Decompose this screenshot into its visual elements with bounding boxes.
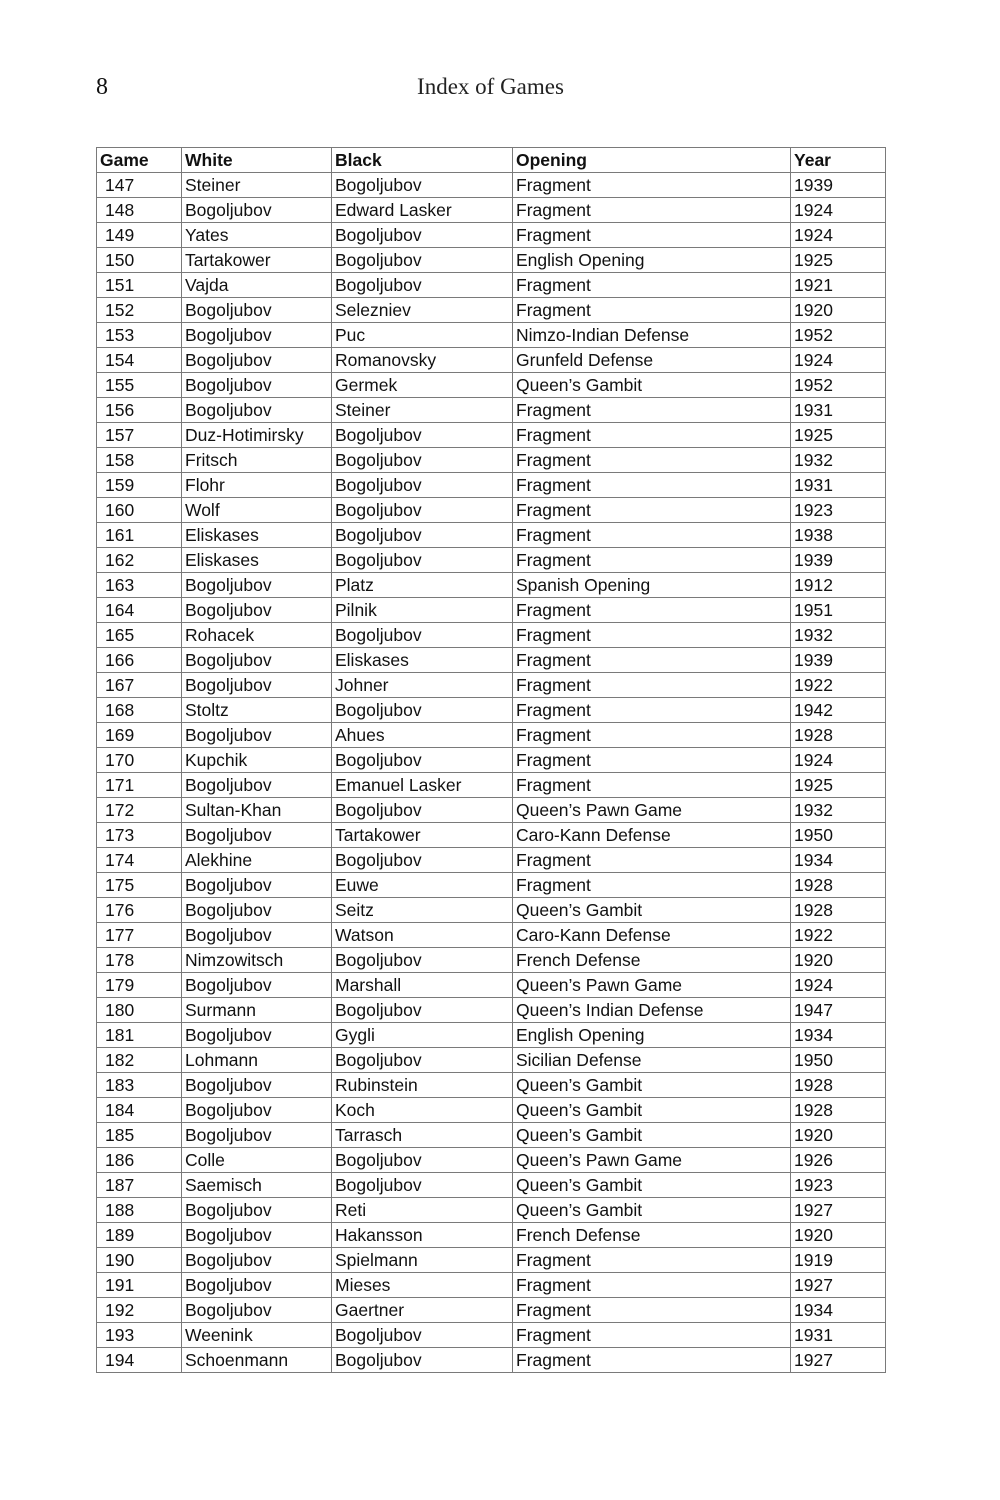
opening-cell: Queen’s Pawn Game (513, 973, 791, 998)
opening-cell: Fragment (513, 1323, 791, 1348)
white-player-cell: Wolf (182, 498, 332, 523)
opening-cell: Fragment (513, 648, 791, 673)
black-player-cell: Koch (332, 1098, 513, 1123)
table-row (97, 548, 886, 573)
table-row (97, 623, 886, 648)
year-cell: 1950 (791, 823, 886, 848)
table-row (97, 348, 886, 373)
white-player-cell: Bogoljubov (182, 598, 332, 623)
year-cell: 1938 (791, 523, 886, 548)
white-player-cell: Bogoljubov (182, 1098, 332, 1123)
white-player-cell: Bogoljubov (182, 648, 332, 673)
black-player-cell: Steiner (332, 398, 513, 423)
table-row (97, 1173, 886, 1198)
games-index-table (96, 147, 886, 1373)
opening-cell: English Opening (513, 248, 791, 273)
game-number-cell: 184 (97, 1098, 182, 1123)
table-row (97, 848, 886, 873)
white-player-cell: Bogoljubov (182, 1123, 332, 1148)
white-player-cell: Bogoljubov (182, 373, 332, 398)
table-row (97, 698, 886, 723)
game-number-cell: 179 (97, 973, 182, 998)
table-row (97, 673, 886, 698)
opening-cell: Spanish Opening (513, 573, 791, 598)
black-player-cell: Bogoljubov (332, 473, 513, 498)
white-player-cell: Flohr (182, 473, 332, 498)
table-row (97, 473, 886, 498)
game-number-cell: 168 (97, 698, 182, 723)
black-player-cell: Gaertner (332, 1298, 513, 1323)
game-number-cell: 149 (97, 223, 182, 248)
table-row (97, 1098, 886, 1123)
year-cell: 1920 (791, 948, 886, 973)
white-player-cell: Bogoljubov (182, 773, 332, 798)
table-row (97, 248, 886, 273)
column-header-year: Year (791, 148, 886, 173)
game-number-cell: 186 (97, 1148, 182, 1173)
opening-cell: Fragment (513, 298, 791, 323)
white-player-cell: Tartakower (182, 248, 332, 273)
opening-cell: Queen’s Gambit (513, 898, 791, 923)
white-player-cell: Colle (182, 1148, 332, 1173)
white-player-cell: Nimzowitsch (182, 948, 332, 973)
white-player-cell: Bogoljubov (182, 1298, 332, 1323)
table-row (97, 398, 886, 423)
opening-cell: Fragment (513, 723, 791, 748)
year-cell: 1931 (791, 398, 886, 423)
game-number-cell: 161 (97, 523, 182, 548)
white-player-cell: Bogoljubov (182, 898, 332, 923)
opening-cell: Fragment (513, 673, 791, 698)
white-player-cell: Bogoljubov (182, 1073, 332, 1098)
opening-cell: Queen’s Gambit (513, 1198, 791, 1223)
year-cell: 1942 (791, 698, 886, 723)
game-number-cell: 182 (97, 1048, 182, 1073)
white-player-cell: Eliskases (182, 523, 332, 548)
year-cell: 1947 (791, 998, 886, 1023)
game-number-cell: 174 (97, 848, 182, 873)
white-player-cell: Steiner (182, 173, 332, 198)
year-cell: 1927 (791, 1198, 886, 1223)
game-number-cell: 170 (97, 748, 182, 773)
game-number-cell: 158 (97, 448, 182, 473)
year-cell: 1924 (791, 223, 886, 248)
opening-cell: English Opening (513, 1023, 791, 1048)
opening-cell: Fragment (513, 748, 791, 773)
opening-cell: Fragment (513, 773, 791, 798)
black-player-cell: Bogoljubov (332, 273, 513, 298)
white-player-cell: Sultan-Khan (182, 798, 332, 823)
year-cell: 1928 (791, 873, 886, 898)
black-player-cell: Bogoljubov (332, 423, 513, 448)
year-cell: 1924 (791, 348, 886, 373)
black-player-cell: Marshall (332, 973, 513, 998)
opening-cell: Fragment (513, 173, 791, 198)
opening-cell: Sicilian Defense (513, 1048, 791, 1073)
table-row (97, 1348, 886, 1373)
white-player-cell: Yates (182, 223, 332, 248)
black-player-cell: Bogoljubov (332, 1148, 513, 1173)
white-player-cell: Vajda (182, 273, 332, 298)
column-header-game: Game (97, 148, 182, 173)
game-number-cell: 148 (97, 198, 182, 223)
opening-cell: French Defense (513, 948, 791, 973)
opening-cell: Queen’s Pawn Game (513, 798, 791, 823)
black-player-cell: Bogoljubov (332, 1173, 513, 1198)
opening-cell: Fragment (513, 1348, 791, 1373)
column-header-white: White (182, 148, 332, 173)
game-number-cell: 194 (97, 1348, 182, 1373)
table-row (97, 448, 886, 473)
game-number-cell: 159 (97, 473, 182, 498)
running-header: Index of Games (417, 74, 564, 99)
year-cell: 1923 (791, 1173, 886, 1198)
year-cell: 1939 (791, 648, 886, 673)
year-cell: 1928 (791, 723, 886, 748)
table-row (97, 1023, 886, 1048)
black-player-cell: Ahues (332, 723, 513, 748)
table-row (97, 923, 886, 948)
black-player-cell: Euwe (332, 873, 513, 898)
opening-cell: Grunfeld Defense (513, 348, 791, 373)
game-number-cell: 155 (97, 373, 182, 398)
opening-cell: Queen’s Gambit (513, 1073, 791, 1098)
black-player-cell: Bogoljubov (332, 248, 513, 273)
table-row (97, 1073, 886, 1098)
table-row (97, 173, 886, 198)
opening-cell: Fragment (513, 623, 791, 648)
table-row (97, 1323, 886, 1348)
white-player-cell: Bogoljubov (182, 323, 332, 348)
game-number-cell: 169 (97, 723, 182, 748)
white-player-cell: Bogoljubov (182, 1273, 332, 1298)
white-player-cell: Stoltz (182, 698, 332, 723)
opening-cell: Fragment (513, 1248, 791, 1273)
opening-cell: Fragment (513, 198, 791, 223)
year-cell: 1927 (791, 1348, 886, 1373)
opening-cell: Fragment (513, 873, 791, 898)
table-row (97, 323, 886, 348)
white-player-cell: Bogoljubov (182, 723, 332, 748)
year-cell: 1922 (791, 923, 886, 948)
white-player-cell: Bogoljubov (182, 673, 332, 698)
year-cell: 1931 (791, 1323, 886, 1348)
black-player-cell: Bogoljubov (332, 948, 513, 973)
year-cell: 1922 (791, 673, 886, 698)
black-player-cell: Tarrasch (332, 1123, 513, 1148)
table-row (97, 423, 886, 448)
opening-cell: Queen’s Pawn Game (513, 1148, 791, 1173)
game-number-cell: 167 (97, 673, 182, 698)
white-player-cell: Rohacek (182, 623, 332, 648)
table-row (97, 223, 886, 248)
white-player-cell: Bogoljubov (182, 573, 332, 598)
white-player-cell: Weenink (182, 1323, 332, 1348)
year-cell: 1925 (791, 423, 886, 448)
game-number-cell: 173 (97, 823, 182, 848)
game-number-cell: 178 (97, 948, 182, 973)
opening-cell: Fragment (513, 398, 791, 423)
game-number-cell: 162 (97, 548, 182, 573)
year-cell: 1925 (791, 773, 886, 798)
game-number-cell: 191 (97, 1273, 182, 1298)
game-number-cell: 172 (97, 798, 182, 823)
table-row (97, 898, 886, 923)
year-cell: 1926 (791, 1148, 886, 1173)
white-player-cell: Surmann (182, 998, 332, 1023)
opening-cell: Fragment (513, 423, 791, 448)
game-number-cell: 183 (97, 1073, 182, 1098)
year-cell: 1924 (791, 198, 886, 223)
black-player-cell: Tartakower (332, 823, 513, 848)
game-number-cell: 180 (97, 998, 182, 1023)
black-player-cell: Bogoljubov (332, 1048, 513, 1073)
year-cell: 1932 (791, 798, 886, 823)
year-cell: 1934 (791, 1298, 886, 1323)
table-row (97, 573, 886, 598)
white-player-cell: Bogoljubov (182, 1248, 332, 1273)
black-player-cell: Hakansson (332, 1223, 513, 1248)
white-player-cell: Schoenmann (182, 1348, 332, 1373)
opening-cell: Fragment (513, 223, 791, 248)
black-player-cell: Bogoljubov (332, 448, 513, 473)
game-number-cell: 154 (97, 348, 182, 373)
black-player-cell: Seitz (332, 898, 513, 923)
year-cell: 1912 (791, 573, 886, 598)
white-player-cell: Bogoljubov (182, 348, 332, 373)
opening-cell: Queen’s Gambit (513, 1123, 791, 1148)
white-player-cell: Bogoljubov (182, 823, 332, 848)
year-cell: 1950 (791, 1048, 886, 1073)
year-cell: 1920 (791, 298, 886, 323)
white-player-cell: Bogoljubov (182, 1223, 332, 1248)
opening-cell: Queen’s Indian Defense (513, 998, 791, 1023)
year-cell: 1932 (791, 623, 886, 648)
game-number-cell: 163 (97, 573, 182, 598)
game-number-cell: 193 (97, 1323, 182, 1348)
table-row (97, 523, 886, 548)
white-player-cell: Kupchik (182, 748, 332, 773)
game-number-cell: 165 (97, 623, 182, 648)
game-number-cell: 153 (97, 323, 182, 348)
opening-cell: Fragment (513, 448, 791, 473)
game-number-cell: 187 (97, 1173, 182, 1198)
year-cell: 1919 (791, 1248, 886, 1273)
table-row (97, 1148, 886, 1173)
year-cell: 1951 (791, 598, 886, 623)
table-row (97, 498, 886, 523)
black-player-cell: Pilnik (332, 598, 513, 623)
black-player-cell: Mieses (332, 1273, 513, 1298)
table-row (97, 1123, 886, 1148)
table-row (97, 298, 886, 323)
year-cell: 1928 (791, 1073, 886, 1098)
column-header-black: Black (332, 148, 513, 173)
opening-cell: Fragment (513, 498, 791, 523)
year-cell: 1924 (791, 748, 886, 773)
white-player-cell: Bogoljubov (182, 923, 332, 948)
white-player-cell: Fritsch (182, 448, 332, 473)
year-cell: 1932 (791, 448, 886, 473)
opening-cell: Queen’s Gambit (513, 1173, 791, 1198)
year-cell: 1939 (791, 173, 886, 198)
white-player-cell: Bogoljubov (182, 298, 332, 323)
black-player-cell: Bogoljubov (332, 523, 513, 548)
opening-cell: Fragment (513, 1273, 791, 1298)
year-cell: 1952 (791, 323, 886, 348)
game-number-cell: 176 (97, 898, 182, 923)
year-cell: 1920 (791, 1123, 886, 1148)
black-player-cell: Bogoljubov (332, 1348, 513, 1373)
year-cell: 1925 (791, 248, 886, 273)
game-number-cell: 147 (97, 173, 182, 198)
black-player-cell: Bogoljubov (332, 1323, 513, 1348)
opening-cell: Nimzo-Indian Defense (513, 323, 791, 348)
black-player-cell: Bogoljubov (332, 173, 513, 198)
year-cell: 1924 (791, 973, 886, 998)
opening-cell: Fragment (513, 273, 791, 298)
table-row (97, 1198, 886, 1223)
white-player-cell: Bogoljubov (182, 873, 332, 898)
game-number-cell: 175 (97, 873, 182, 898)
game-number-cell: 190 (97, 1248, 182, 1273)
opening-cell: Fragment (513, 523, 791, 548)
black-player-cell: Gygli (332, 1023, 513, 1048)
year-cell: 1939 (791, 548, 886, 573)
game-number-cell: 189 (97, 1223, 182, 1248)
page-number: 8 (96, 74, 108, 100)
table-row (97, 373, 886, 398)
opening-cell: Fragment (513, 598, 791, 623)
year-cell: 1934 (791, 1023, 886, 1048)
game-number-cell: 181 (97, 1023, 182, 1048)
table-row (97, 998, 886, 1023)
game-number-cell: 157 (97, 423, 182, 448)
game-number-cell: 188 (97, 1198, 182, 1223)
game-number-cell: 171 (97, 773, 182, 798)
opening-cell: French Defense (513, 1223, 791, 1248)
white-player-cell: Bogoljubov (182, 398, 332, 423)
table-row (97, 1298, 886, 1323)
white-player-cell: Bogoljubov (182, 1023, 332, 1048)
table-row (97, 1223, 886, 1248)
opening-cell: Queen’s Gambit (513, 373, 791, 398)
games-table-body (97, 173, 886, 1373)
black-player-cell: Johner (332, 673, 513, 698)
black-player-cell: Bogoljubov (332, 623, 513, 648)
black-player-cell: Bogoljubov (332, 498, 513, 523)
opening-cell: Queen’s Gambit (513, 1098, 791, 1123)
black-player-cell: Rubinstein (332, 1073, 513, 1098)
black-player-cell: Platz (332, 573, 513, 598)
black-player-cell: Bogoljubov (332, 548, 513, 573)
white-player-cell: Bogoljubov (182, 198, 332, 223)
game-number-cell: 150 (97, 248, 182, 273)
white-player-cell: Eliskases (182, 548, 332, 573)
game-number-cell: 160 (97, 498, 182, 523)
table-row (97, 748, 886, 773)
table-row (97, 948, 886, 973)
white-player-cell: Alekhine (182, 848, 332, 873)
year-cell: 1927 (791, 1273, 886, 1298)
table-row (97, 723, 886, 748)
game-number-cell: 177 (97, 923, 182, 948)
table-row (97, 973, 886, 998)
table-row (97, 823, 886, 848)
year-cell: 1920 (791, 1223, 886, 1248)
black-player-cell: Bogoljubov (332, 998, 513, 1023)
year-cell: 1928 (791, 898, 886, 923)
year-cell: 1921 (791, 273, 886, 298)
opening-cell: Fragment (513, 473, 791, 498)
black-player-cell: Germek (332, 373, 513, 398)
year-cell: 1928 (791, 1098, 886, 1123)
black-player-cell: Selezniev (332, 298, 513, 323)
white-player-cell: Lohmann (182, 1048, 332, 1073)
table-row (97, 273, 886, 298)
white-player-cell: Bogoljubov (182, 973, 332, 998)
table-row (97, 648, 886, 673)
black-player-cell: Reti (332, 1198, 513, 1223)
white-player-cell: Duz-Hotimirsky (182, 423, 332, 448)
table-row (97, 773, 886, 798)
black-player-cell: Edward Lasker (332, 198, 513, 223)
game-number-cell: 166 (97, 648, 182, 673)
year-cell: 1931 (791, 473, 886, 498)
table-row (97, 798, 886, 823)
black-player-cell: Bogoljubov (332, 748, 513, 773)
game-number-cell: 151 (97, 273, 182, 298)
opening-cell: Fragment (513, 698, 791, 723)
opening-cell: Fragment (513, 848, 791, 873)
opening-cell: Caro-Kann Defense (513, 823, 791, 848)
table-row (97, 198, 886, 223)
opening-cell: Caro-Kann Defense (513, 923, 791, 948)
year-cell: 1952 (791, 373, 886, 398)
black-player-cell: Watson (332, 923, 513, 948)
black-player-cell: Bogoljubov (332, 798, 513, 823)
black-player-cell: Puc (332, 323, 513, 348)
table-row (97, 873, 886, 898)
game-number-cell: 156 (97, 398, 182, 423)
game-number-cell: 152 (97, 298, 182, 323)
black-player-cell: Bogoljubov (332, 698, 513, 723)
column-header-opening: Opening (513, 148, 791, 173)
black-player-cell: Romanovsky (332, 348, 513, 373)
year-cell: 1923 (791, 498, 886, 523)
table-row (97, 1248, 886, 1273)
black-player-cell: Eliskases (332, 648, 513, 673)
black-player-cell: Emanuel Lasker (332, 773, 513, 798)
black-player-cell: Bogoljubov (332, 848, 513, 873)
opening-cell: Fragment (513, 548, 791, 573)
table-row (97, 1048, 886, 1073)
table-row (97, 1273, 886, 1298)
white-player-cell: Saemisch (182, 1173, 332, 1198)
game-number-cell: 192 (97, 1298, 182, 1323)
table-row (97, 598, 886, 623)
game-number-cell: 185 (97, 1123, 182, 1148)
opening-cell: Fragment (513, 1298, 791, 1323)
year-cell: 1934 (791, 848, 886, 873)
black-player-cell: Bogoljubov (332, 223, 513, 248)
game-number-cell: 164 (97, 598, 182, 623)
white-player-cell: Bogoljubov (182, 1198, 332, 1223)
black-player-cell: Spielmann (332, 1248, 513, 1273)
table-header-row (97, 148, 886, 173)
